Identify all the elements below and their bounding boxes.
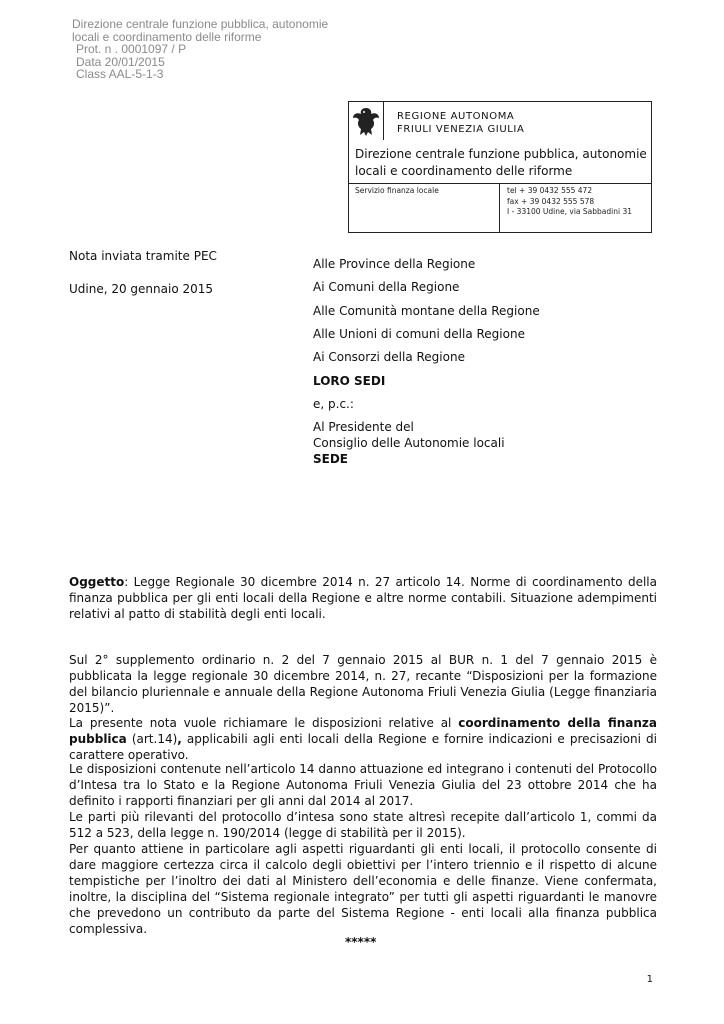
paragraph-2-comma: ,: [177, 732, 182, 746]
paragraph-1: [69, 652, 657, 716]
recipient-president-2: Consiglio delle Autonomie locali: [313, 436, 505, 450]
paragraph-2-highlight: coordinamento della finanza pubblica: [69, 716, 657, 746]
contact-tel: tel + 39 0432 555 472: [507, 186, 593, 195]
department-line-1: Direzione centrale funzione pubblica, autonomie: [355, 147, 647, 161]
paragraph-4: [69, 809, 657, 841]
stamp-date: Data 20/01/2015: [76, 54, 165, 69]
region-eagle-logo: [349, 102, 384, 140]
paragraph-3: [69, 761, 657, 809]
stamp-line-1: Direzione centrale funzione pubblica, autonomie: [72, 17, 329, 31]
contact-address: I - 33100 Udine, via Sabbadini 31: [507, 207, 632, 216]
service-name: Servizio finanza locale: [355, 186, 439, 195]
recipient-sede: SEDE: [313, 452, 348, 466]
region-name-line-2: FRIULI VENEZIA GIULIA: [397, 124, 525, 135]
paragraph-3-text: Le disposizioni contenute nell’articolo 14 danno attuazione ed integrano i contenuti del Protocollo d’Intesa tra lo Stato e la Regione Autonoma Friuli Venezia Giulia del 23 ottobre 2014 che ha definito i rapporti finanziari per gli anni dal 2014 al 2017.: [69, 762, 657, 808]
stamp-protocol: Prot. n . 0001097 / P: [76, 42, 187, 56]
stamp-line-2: locali e coordinamento delle riforme: [72, 29, 262, 44]
recipient-loro-sedi: LORO SEDI: [313, 374, 386, 388]
letterhead: [348, 101, 652, 233]
paragraph-2-part-c: (art.14): [126, 732, 178, 746]
region-name-line-1: REGIONE AUTONOMA: [397, 111, 515, 122]
paragraph-2-part-e: applicabili agli enti locali della Regione e fornire indicazioni e precisazioni di carattere operativo.: [69, 732, 657, 762]
protocol-stamp: [72, 18, 328, 81]
contact-fax: fax + 39 0432 555 578: [507, 196, 595, 206]
subject: [69, 574, 657, 622]
recipient-provinces: Alle Province della Regione: [313, 257, 476, 271]
recipient-municipalities: Ai Comuni della Regione: [313, 280, 460, 294]
paragraph-5: [69, 841, 657, 937]
paragraph-1-text: Sul 2° supplemento ordinario n. 2 del 7 gennaio 2015 al BUR n. 1 del 7 gennaio 2015 è pubblicata la legge regionale 30 dicembre 2014, n. 27, recante “Disposizioni per la formazione del bilancio pluriennale e annuale della Regione Autonoma Friuli Venezia Giulia (Legge finanziaria 2015)”.: [69, 653, 657, 715]
letter-date: Udine, 20 gennaio 2015: [69, 282, 214, 296]
letterhead-column-divider: [499, 183, 500, 233]
stamp-class: Class AAL-5-1-3: [76, 67, 164, 81]
department-line-2: locali e coordinamento delle riforme: [355, 164, 573, 178]
paragraph-5-text: Per quanto attiene in particolare agli aspetti riguardanti gli enti locali, il protocollo consente di dare maggiore certezza circa il calcolo degli obiettivi per l’intero triennio e il rispetto di alcune tempistiche per l’inoltro dei dati al Ministero dell’economia e delle finanze. Viene confermata, inoltre, la disciplina del “Sistema regionale integrato” per tutti gli aspetti riguardanti le manovre che prevedono un contributo da parte del Sistema Regione - enti locali alla finanza pubblica complessiva.: [69, 842, 657, 936]
recipient-ep: e, p.c.:: [313, 397, 354, 411]
separator-stars: *****: [345, 935, 377, 949]
recipient-consortia: Ai Consorzi della Regione: [313, 350, 465, 364]
pec-note: Nota inviata tramite PEC: [69, 249, 217, 263]
paragraph-2: [69, 715, 657, 763]
region-name: [397, 110, 524, 136]
recipient-president-1: Al Presidente del: [313, 420, 414, 434]
page-number: 1: [646, 974, 653, 985]
department-name: [355, 146, 647, 180]
paragraph-2-part-a: La presente nota vuole richiamare le disposizioni relative al: [69, 716, 459, 730]
recipient-mountain-communities: Alle Comunità montane della Regione: [313, 304, 540, 318]
contact-info: [507, 186, 632, 218]
recipient-unions: Alle Unioni di comuni della Regione: [313, 327, 525, 341]
subject-label: Oggetto: [69, 575, 125, 589]
paragraph-4-text: Le parti più rilevanti del protocollo d’intesa sono state altresì recepite dall’articolo 1, commi da 512 a 523, della legge n. 190/2014 (legge di stabilità per il 2015).: [69, 810, 657, 840]
subject-text: : Legge Regionale 30 dicembre 2014 n. 27 articolo 14. Norme di coordinamento della finanza pubblica per gli enti locali della Regione e altre norme contabili. Situazione adempimenti relativi al patto di stabilità degli enti locali.: [69, 575, 657, 621]
letterhead-divider: [349, 183, 651, 184]
